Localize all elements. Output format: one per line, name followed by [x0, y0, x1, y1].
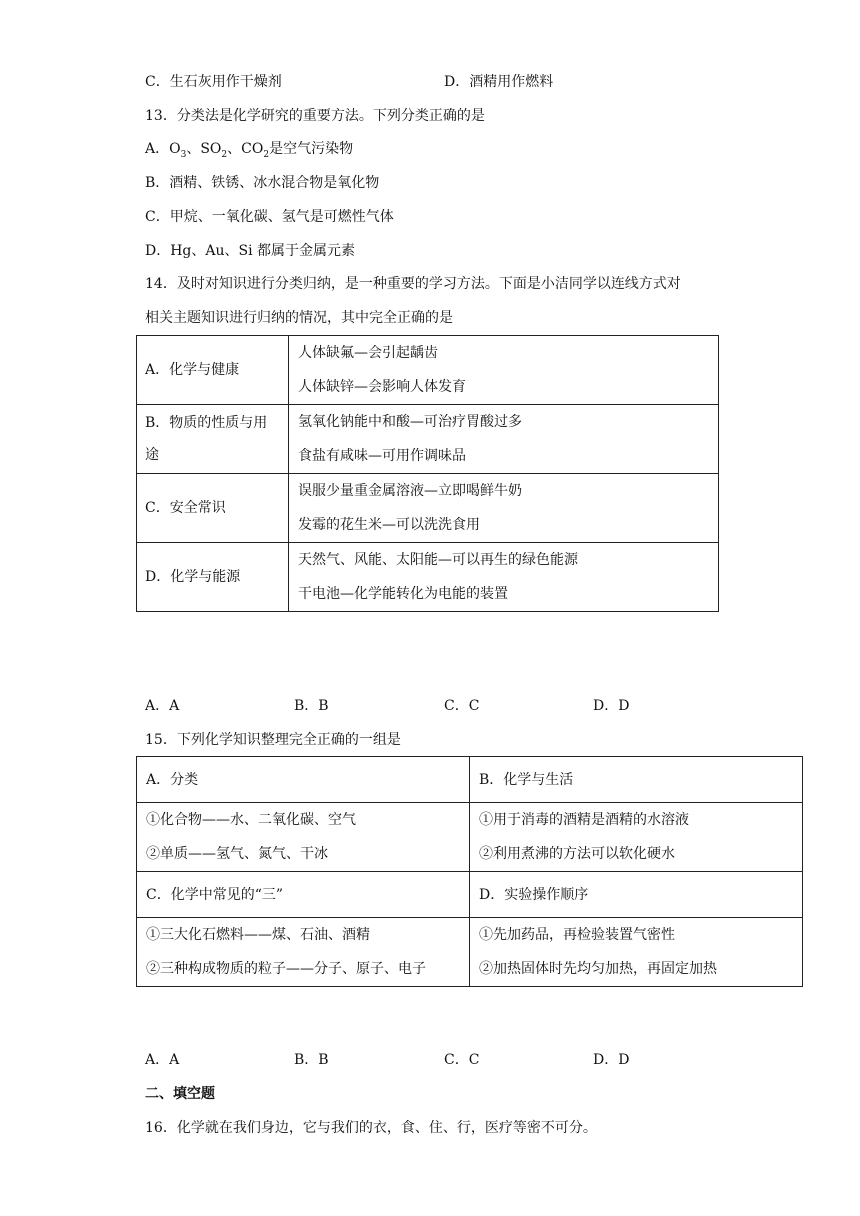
q14-row-d-line2: 干电池—化学能转化为电能的装置	[298, 586, 508, 602]
q14-option-b: B．B	[294, 698, 329, 714]
q15-c2: ②三种构成物质的粒子——分子、原子、电子	[146, 961, 426, 977]
q15-a1: ①化合物——水、二氧化碳、空气	[146, 812, 356, 828]
q15-option-c: C．C	[444, 1052, 480, 1068]
q15-option-a: A．A	[145, 1052, 180, 1068]
q15-cell-d	[470, 918, 803, 987]
q15-header-row-1	[137, 757, 803, 803]
q14-row-c	[137, 474, 719, 543]
q15-option-d: D．D	[593, 1052, 630, 1068]
q14-row-b-right	[289, 405, 719, 474]
q14-row-b-line1: 氢氧化钠能中和酸—可治疗胃酸过多	[298, 414, 522, 430]
q14-row-d-left: D．化学与能源	[137, 543, 289, 612]
q16-stem: 16．化学就在我们身边，它与我们的衣，食、住、行，医疗等密不可分。	[145, 1120, 597, 1136]
q15-head-b: B．化学与生活	[470, 757, 803, 803]
q13-option-a	[145, 139, 353, 165]
q15-a2: ②单质——氢气、氮气、干冰	[146, 846, 328, 862]
q14-row-c-line1: 误服少量重金属溶液—立即喝鲜牛奶	[298, 483, 522, 499]
q13-option-d: D．Hg、Au、Si 都属于金属元素	[145, 243, 356, 259]
q14-row-c-right	[289, 474, 719, 543]
q14-row-a-left: A．化学与健康	[137, 336, 289, 405]
sub-2a: 2	[221, 149, 228, 160]
q15-body-row-2	[137, 918, 803, 987]
q15-cell-c	[137, 918, 470, 987]
q14-row-a	[137, 336, 719, 405]
q15-b2: ②利用煮沸的方法可以软化硬水	[479, 846, 675, 862]
q14-row-b-line2: 食盐有咸味—可用作调味品	[298, 448, 466, 464]
q13-option-a-pre: A．O	[145, 141, 181, 157]
q15-head-a: A．分类	[137, 757, 470, 803]
q14-row-b	[137, 405, 719, 474]
q14-table	[136, 335, 719, 612]
q14-stem-line1: 14．及时对知识进行分类归纳，是一种重要的学习方法。下面是小洁同学以连线方式对	[145, 276, 681, 292]
sub-3: 3	[180, 149, 187, 160]
q12-option-c: C．生石灰用作干燥剂	[145, 74, 282, 90]
q12-option-d: D．酒精用作燃料	[444, 74, 554, 90]
q15-d2: ②加热固体时先均匀加热，再固定加热	[479, 961, 717, 977]
q13-option-c: C．甲烷、一氧化碳、氢气是可燃性气体	[145, 209, 394, 225]
q14-option-a: A．A	[145, 698, 180, 714]
q14-row-c-left: C．安全常识	[137, 474, 289, 543]
q14-stem-line2: 相关主题知识进行归纳的情况，其中完全正确的是	[145, 310, 453, 326]
q14-row-a-right	[289, 336, 719, 405]
q14-row-a-line1: 人体缺氟—会引起龋齿	[298, 345, 438, 361]
q15-b1: ①用于消毒的酒精是酒精的水溶液	[479, 812, 689, 828]
q14-option-c: C．C	[444, 698, 480, 714]
q15-stem: 15．下列化学知识整理完全正确的一组是	[145, 732, 401, 748]
q15-head-c: C．化学中常见的“三”	[137, 872, 470, 918]
q13-option-a-m1: 、SO	[186, 141, 222, 157]
q14-row-b-left: B．物质的性质与用途	[137, 405, 289, 474]
q13-option-a-post: 是空气污染物	[269, 141, 354, 157]
q15-c1: ①三大化石燃料——煤、石油、酒精	[146, 927, 370, 943]
q15-option-b: B．B	[294, 1052, 329, 1068]
q15-d1: ①先加药品，再检验装置气密性	[479, 927, 675, 943]
q13-option-a-m2: 、CO	[227, 141, 264, 157]
q13-option-b: B．酒精、铁锈、冰水混合物是氧化物	[145, 175, 380, 191]
sub-2b: 2	[263, 149, 270, 160]
q15-head-d: D．实验操作顺序	[470, 872, 803, 918]
q15-cell-a	[137, 803, 470, 872]
q13-stem: 13．分类法是化学研究的重要方法。下列分类正确的是	[145, 108, 485, 124]
q14-option-d: D．D	[593, 698, 630, 714]
q15-table	[136, 756, 803, 987]
q15-body-row-1	[137, 803, 803, 872]
q15-header-row-2	[137, 872, 803, 918]
q14-row-d-right	[289, 543, 719, 612]
q14-row-c-line2: 发霉的花生米—可以洗洗食用	[298, 517, 480, 533]
q14-row-a-line2: 人体缺锌—会影响人体发育	[298, 379, 466, 395]
q14-row-d	[137, 543, 719, 612]
q15-cell-b	[470, 803, 803, 872]
section-heading: 二、填空题	[145, 1086, 215, 1102]
q14-row-d-line1: 天然气、风能、太阳能—可以再生的绿色能源	[298, 552, 578, 568]
